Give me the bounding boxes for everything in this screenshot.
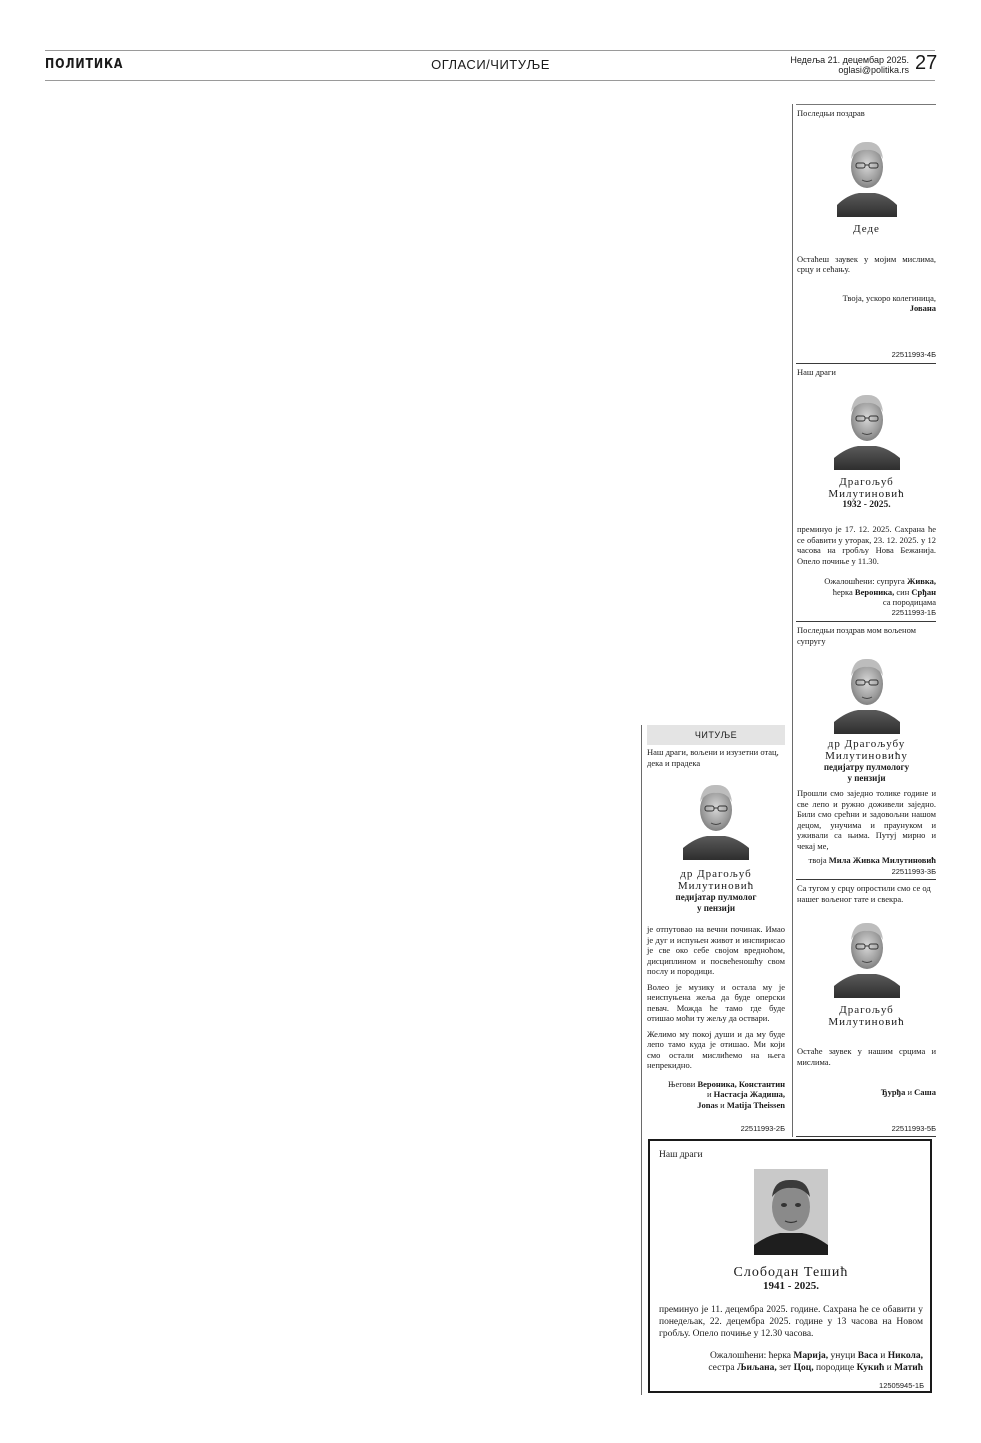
title-line: у пензији: [847, 773, 886, 783]
signer-name: Ђурђа: [880, 1087, 906, 1097]
signer-name: Љиљана,: [736, 1363, 777, 1373]
life-years: 1941 - 2025.: [763, 1280, 819, 1292]
ad-message-paragraph: Волео је музику и остала му је неиспуњена жеља да буде оперски певач. Можда ће тамо где буде отишао моћи ту жељу да оствари.: [647, 981, 785, 1023]
signature-text: ћерка: [832, 586, 855, 597]
signature-text: и: [877, 1351, 888, 1361]
first-name: Драгољуб: [839, 475, 894, 488]
column-divider: [792, 104, 793, 1137]
ad-signature: [797, 1087, 936, 1098]
ad-signature: [797, 576, 936, 608]
deceased-name: [647, 868, 785, 892]
ad-message: Остаће заувек у нашим срцима и мислима.: [797, 1046, 936, 1067]
ad-signature: [659, 1350, 923, 1374]
signature-text: са породицама: [882, 597, 936, 607]
obituary-ad-1: [797, 108, 936, 362]
deceased-name: Деде: [853, 222, 880, 235]
issue-date: Недеља 21. децембар 2025.: [790, 55, 909, 65]
ad-code: 22511993-4Б: [891, 350, 936, 359]
deceased-name: [797, 476, 936, 500]
obituary-ad-3: [797, 625, 936, 877]
last-name: Милутиновић: [828, 1016, 905, 1028]
signer-name: Вероника,: [854, 586, 895, 597]
life-years: 1932 - 2025.: [842, 499, 891, 510]
signature-text: Ожалошћени: супруга: [824, 576, 907, 586]
signer-name: Васа: [857, 1351, 878, 1361]
last-name: Милутиновић: [828, 487, 905, 500]
obituary-ad-5: [647, 725, 785, 1135]
deceased-name: Слободан Тешић: [733, 1265, 849, 1280]
ad-top-rule: [796, 104, 936, 105]
ad-separator: [796, 1136, 936, 1137]
signer-name: Саша: [914, 1087, 936, 1097]
signer-name: Матић: [894, 1363, 923, 1373]
signature-text: и: [884, 1363, 895, 1373]
signature-text: Ожалошћени: ћерка: [709, 1351, 794, 1361]
portrait-photo: [837, 133, 897, 217]
signer-name: Кукић: [856, 1363, 885, 1373]
last-name: Милутиновић: [677, 880, 755, 892]
portrait-photo: [754, 1169, 828, 1255]
portrait-photo: [830, 650, 904, 734]
ad-message: преминуо је 17. 12. 2025. Сахрана ће се обавити у уторак, 23. 12. 2025. у 12 часова на гробљу Нова Бежанија. Опело почиње у 11.30.: [797, 524, 936, 566]
ad-signature-line: Твоја, ускоро колегиница,: [842, 292, 936, 303]
signer-name: Цоц,: [793, 1363, 814, 1373]
ad-separator: [796, 879, 936, 880]
signer-name: Jonas: [697, 1099, 719, 1110]
newspaper-logo: ПОЛИТИКА: [45, 57, 124, 72]
title-line: педијатру пулмологу: [823, 762, 910, 772]
signer-name: Вероника, Константин: [697, 1078, 785, 1089]
signature-text: зет: [776, 1363, 794, 1373]
ad-code: 22511993-2Б: [740, 1124, 785, 1133]
signature-text: твоја: [808, 855, 829, 865]
header-top-rule: [45, 50, 935, 51]
portrait-photo: [830, 386, 904, 470]
ad-signature: [797, 855, 936, 866]
ad-message-paragraph: је отпутовао на вечни починак. Имао је дуг и испуњен живот и инспирисао је све око себе својом вредноћом, дисциплином и посвећеношћу свом послу и породици.: [647, 924, 785, 976]
ad-code: 22511993-5Б: [891, 1124, 936, 1133]
portrait-photo: [679, 776, 753, 860]
portrait-photo: [830, 914, 904, 998]
contact-email: oglasi@politika.rs: [838, 65, 909, 75]
signature-text: и: [706, 1089, 714, 1099]
deceased-name: [797, 1004, 936, 1028]
ad-message: преминуо је 11. децембра 2025. године. Сахрана ће се обавити у понедељак, 22. децембра 2025. године у 13 часова на Новом гробљу. Опело почиње у 12.30 часова.: [659, 1305, 923, 1339]
signer-name: Живка,: [906, 576, 936, 586]
ad-separator: [796, 363, 936, 364]
signature-text: и: [718, 1099, 727, 1110]
obituary-ad-4: [797, 883, 936, 1135]
ad-intro: Наш драги: [797, 367, 836, 377]
header-bottom-rule: [45, 80, 935, 81]
ad-intro: Наш драги: [659, 1150, 703, 1160]
signature-text: Његови: [668, 1078, 698, 1089]
first-name: др Драгољуб: [680, 868, 752, 880]
deceased-title: [647, 892, 785, 914]
signer-name: Настасја Жадиша,: [713, 1089, 785, 1099]
column-divider: [641, 725, 642, 1395]
ad-code: 12505945-1Б: [879, 1381, 924, 1390]
title-line: педијатар пулмолог: [675, 892, 757, 902]
title-line: у пензији: [696, 903, 736, 913]
ad-separator: [796, 621, 936, 622]
obituary-ad-6: [659, 1149, 923, 1389]
first-name: др Драгољубу: [827, 738, 906, 750]
ad-code: 22511993-1Б: [891, 608, 936, 617]
ad-message: Прошли смо заједно толике године и све лепо и ружно доживели заједно. Били смо срећни и задовољни нашом децом, унучима и праунуком и уживали са њима. Путуј мирно и чекај ме,: [797, 788, 936, 851]
ad-message-paragraph: Желимо му покој души и да му буде лепо тамо куда је отишао. Ми који смо остали мислићемо на њега непрекидно.: [647, 1028, 785, 1070]
ad-signature: [647, 1079, 785, 1111]
signer-name: Јована: [909, 303, 936, 313]
signature-text: породице: [813, 1363, 857, 1373]
signer-name: Срђан: [911, 586, 936, 597]
signer-name: Марија,: [793, 1351, 829, 1361]
deceased-title: [797, 762, 936, 784]
ad-intro: Са тугом у срцу опростили смо се од нашег вољеног тате и свекра.: [797, 883, 931, 904]
ad-intro: Последњи поздрав мом вољеном супругу: [797, 625, 917, 646]
deceased-name: [797, 738, 936, 762]
ad-code: 22511993-3Б: [891, 867, 936, 876]
section-label: ЧИТУЉЕ: [647, 725, 785, 745]
ad-message: Остаћеш заувек у мојим мислима, срцу и сећању.: [797, 253, 936, 274]
last-name: Милутиновићу: [825, 750, 908, 762]
signature-text: сестра: [708, 1363, 737, 1373]
signer-name: Matija Theissen: [726, 1099, 785, 1110]
obituary-ad-2: [797, 367, 936, 619]
ad-signature-name: [797, 303, 936, 314]
signature-text: унуци: [828, 1351, 858, 1361]
ad-intro: Последњи поздрав: [797, 108, 865, 118]
signer-name: Никола,: [887, 1351, 923, 1361]
section-title: ОГЛАСИ/ЧИТУЉЕ: [431, 57, 550, 72]
first-name: Драгољуб: [839, 1004, 894, 1016]
dateline: [790, 55, 909, 75]
signature-text: и: [905, 1087, 915, 1097]
page-number: 27: [915, 52, 938, 74]
signature-text: син: [894, 586, 912, 597]
ad-intro: Наш драги, вољени и изузетни отац, дека и прадека: [647, 747, 779, 768]
signer-name: Мила Живка Милутиновић: [828, 855, 936, 865]
